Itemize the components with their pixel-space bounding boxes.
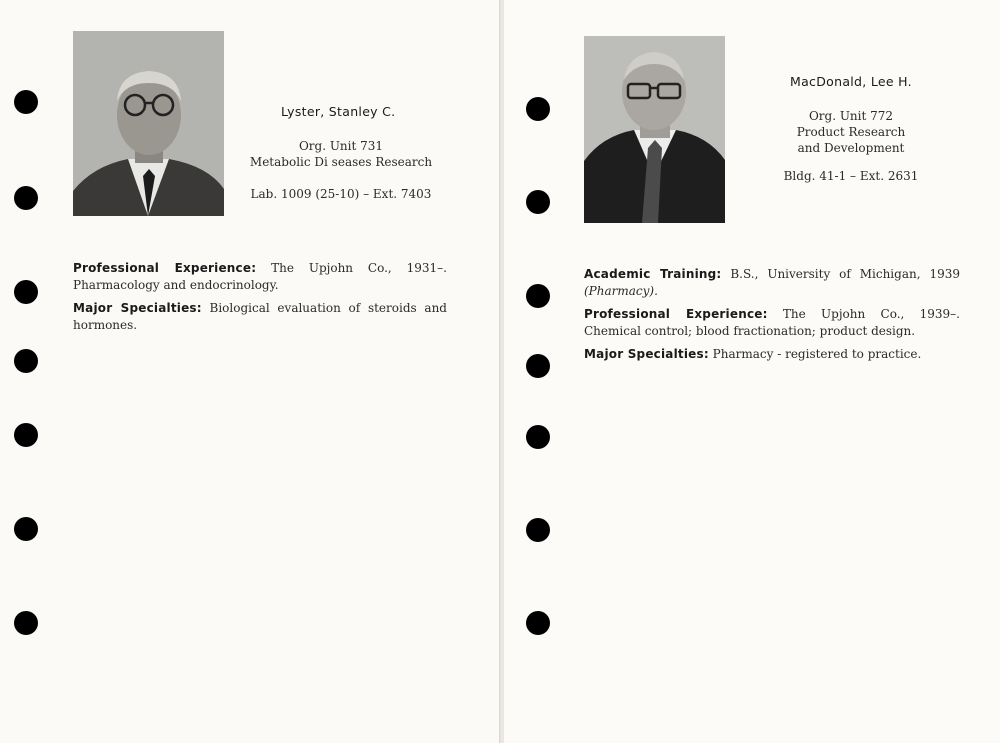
binder-hole: [526, 354, 550, 378]
professional-experience: [584, 306, 960, 340]
org-unit: Org. Unit 731: [298, 139, 384, 153]
bio-section: [73, 260, 447, 340]
section-text: Biological evaluation of steroids and hormones.: [73, 301, 447, 332]
binder-hole: [14, 611, 38, 635]
section-text: The Upjohn Co., 1931–. Pharmacology and endocrinology.: [73, 261, 447, 292]
section-text: Pharmacy - registered to practice.: [712, 347, 922, 361]
section-text: B.S., University of Michigan, 1939: [730, 267, 960, 281]
binder-hole: [14, 186, 38, 210]
section-text: The Upjohn Co., 1939–. Chemical control; blood fractionation; product design.: [584, 307, 960, 338]
department: Metabolic Di seases Research: [249, 155, 433, 169]
binder-hole: [14, 517, 38, 541]
binder-hole: [526, 190, 550, 214]
binder-hole: [14, 90, 38, 114]
portrait-photo: [73, 31, 224, 216]
binder-hole: [526, 611, 550, 635]
contact-block: [236, 138, 446, 202]
professional-experience: [73, 260, 447, 294]
person-name: MacDonald, Lee H.: [790, 74, 912, 89]
person-name: Lyster, Stanley C.: [281, 104, 396, 119]
location-extension: Lab. 1009 (25-10) – Ext. 7403: [250, 187, 432, 201]
right-page: [504, 0, 1000, 743]
contact-block: [746, 108, 956, 184]
org-unit: Org. Unit 772: [808, 109, 894, 123]
department: and Development: [797, 141, 905, 155]
section-detail: (Pharmacy).: [584, 284, 658, 298]
section-label: Professional Experience:: [584, 307, 768, 321]
location-extension: Bldg. 41-1 – Ext. 2631: [783, 169, 919, 183]
binder-hole: [526, 97, 550, 121]
major-specialties: [584, 346, 960, 363]
department: Product Research: [796, 125, 906, 139]
section-label: Professional Experience:: [73, 261, 257, 275]
binder-hole: [526, 284, 550, 308]
binder-hole: [14, 423, 38, 447]
academic-training: [584, 266, 960, 300]
major-specialties: [73, 300, 447, 334]
binder-hole: [14, 349, 38, 373]
binder-hole: [526, 425, 550, 449]
portrait-photo: [584, 36, 725, 223]
binder-hole: [14, 280, 38, 304]
section-label: Major Specialties:: [73, 301, 202, 315]
section-label: Major Specialties:: [584, 347, 709, 361]
section-label: Academic Training:: [584, 267, 722, 281]
binder-hole: [526, 518, 550, 542]
bio-section: [584, 266, 960, 369]
